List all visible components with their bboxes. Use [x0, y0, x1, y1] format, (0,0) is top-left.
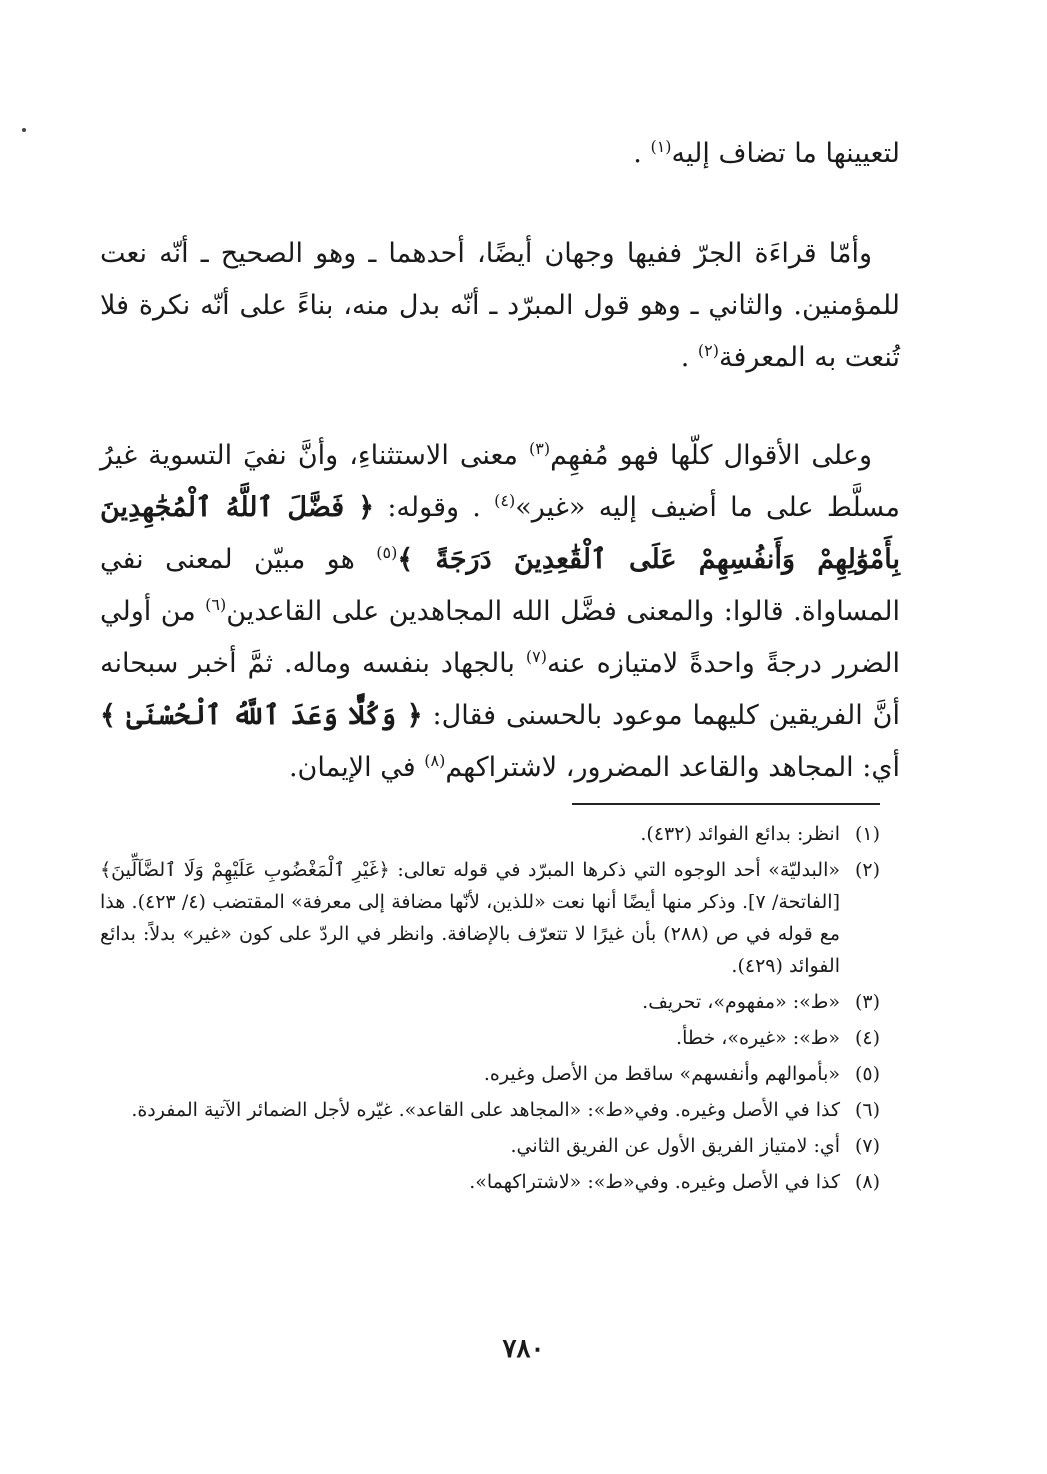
- footnote-text: «بأموالهم وأنفسهم» ساقط من الأصل وغيره.: [483, 1063, 840, 1085]
- footnote-text: انظر: بدائع الفوائد (٤٣٢).: [640, 823, 840, 845]
- footnote-ref: (١): [650, 137, 672, 156]
- paragraph-2: [100, 228, 900, 384]
- footnote-number: (٦): [854, 1099, 880, 1121]
- footnote-separator: [572, 803, 880, 805]
- footnote: [100, 1130, 880, 1162]
- footnote-number: (٣): [854, 991, 880, 1013]
- footnote-number: (٥): [854, 1063, 880, 1085]
- page-number: ٧٨٠: [502, 1334, 545, 1364]
- footnote-number: (٤): [854, 1027, 880, 1049]
- footnote-ref: (٢): [697, 341, 719, 360]
- text: وعلى الأقوال كلّها فهو مُفهِم: [550, 440, 872, 471]
- footnote-text: كذا في الأصل وغيره. وفي«ط»: «المجاهد على القاعد». غيّره لأجل الضمائر الآتية المفردة.: [131, 1099, 840, 1121]
- text: .: [633, 138, 651, 169]
- footnote-text: كذا في الأصل وغيره. وفي«ط»: «لاشتراكهما».: [469, 1171, 840, 1193]
- footnote-text: «البدليّة» أحد الوجوه التي ذكرها المبرّد في قوله تعالى: ﴿غَيْرِ ٱلْمَغْضُوبِ عَلَيْهِمْ وَلَا ٱلضَّآلِّينَ﴾ [الفاتحة/ ٧]. وذكر منها أيضًا أنها نعت «للذين، لأنّها مضافة إلى معرفة» المقتضب (٤/ ٤٢٣). هذا مع قوله في ص (٢٨٨) بأن غيرًا لا تتعرّف بالإضافة. وانظر في الردّ على كون «غير» بدلاً: بدائع الفوائد (٤٢٩).: [100, 859, 841, 977]
- footnote: [100, 986, 880, 1018]
- scan-mark: [22, 128, 26, 132]
- footnote: [100, 1022, 880, 1054]
- quran-verse: ﴿ وَكُلًّا وَعَدَ ٱللَّهُ ٱلْحُسْنَىٰ ﴾: [100, 700, 423, 731]
- text: من أولي الضرر درجةً واحدةً لامتيازه عنه: [100, 596, 900, 679]
- footnote: [100, 1166, 880, 1198]
- text: بالجهاد بنفسه وماله. ثمَّ أخبر سبحانه أنَّ الفريقين كليهما موعود بالحسنى فقال:: [100, 648, 900, 731]
- text: أي: المجاهد والقاعد المضرور، لاشتراكهم: [445, 752, 900, 783]
- text: لتعيينها ما تضاف إليه: [671, 138, 900, 169]
- footnote-ref: (٣): [529, 439, 551, 458]
- footnote-text: «ط»: «غيره»، خطأ.: [676, 1027, 840, 1049]
- footnote: [100, 1094, 880, 1126]
- footnotes: [100, 818, 880, 1202]
- footnote-number: (٨): [854, 1171, 880, 1193]
- footnote: [100, 818, 880, 850]
- footnote: [100, 854, 880, 982]
- footnote-ref: (٨): [424, 751, 446, 770]
- footnote-ref: (٥): [376, 543, 398, 562]
- footnote-number: (٧): [854, 1135, 880, 1157]
- text: . وقوله:: [374, 492, 495, 523]
- quran-verse: ﴿ فَضَّلَ ٱللَّهُ ٱلْمُجَٰهِدِينَ بِأَمْوَٰلِهِمْ وَأَنفُسِهِمْ عَلَى ٱلْقَٰعِدِينَ دَرَجَةً ﴾: [100, 492, 900, 575]
- footnote-number: (٢): [854, 859, 880, 881]
- paragraph-1: [100, 128, 900, 180]
- footnote-ref: (٤): [494, 491, 516, 510]
- text: في الإيمان.: [288, 752, 425, 783]
- footnote-ref: (٧): [525, 647, 547, 666]
- text: وأمّا قراءَة الجرّ ففيها وجهان أيضًا، أحدهما ـ وهو الصحيح ـ أنّه نعت للمؤمنين. والثاني ـ وهو قول المبرّد ـ أنّه بدل منه، بناءً على أنّه نكرة فلا تُنعت به المعرفة: [100, 238, 900, 373]
- text: معنى الاستثناءِ، وأنَّ نفيَ التسوية غيرُ مسلَّط على ما أضيف إليه «غير»: [100, 440, 900, 523]
- text: .: [680, 342, 698, 373]
- footnote-text: «ط»: «مفهوم»، تحريف.: [642, 991, 840, 1013]
- paragraph-3: [100, 430, 900, 794]
- footnote: [100, 1058, 880, 1090]
- footnote-number: (١): [854, 823, 880, 845]
- text: هو مبيّن لمعنى نفي المساواة. قالوا: والمعنى فضَّل الله المجاهدين على القاعدين: [100, 544, 900, 627]
- footnote-text: أي: لامتياز الفريق الأول عن الفريق الثاني.: [510, 1135, 840, 1157]
- footnote-ref: (٦): [205, 595, 227, 614]
